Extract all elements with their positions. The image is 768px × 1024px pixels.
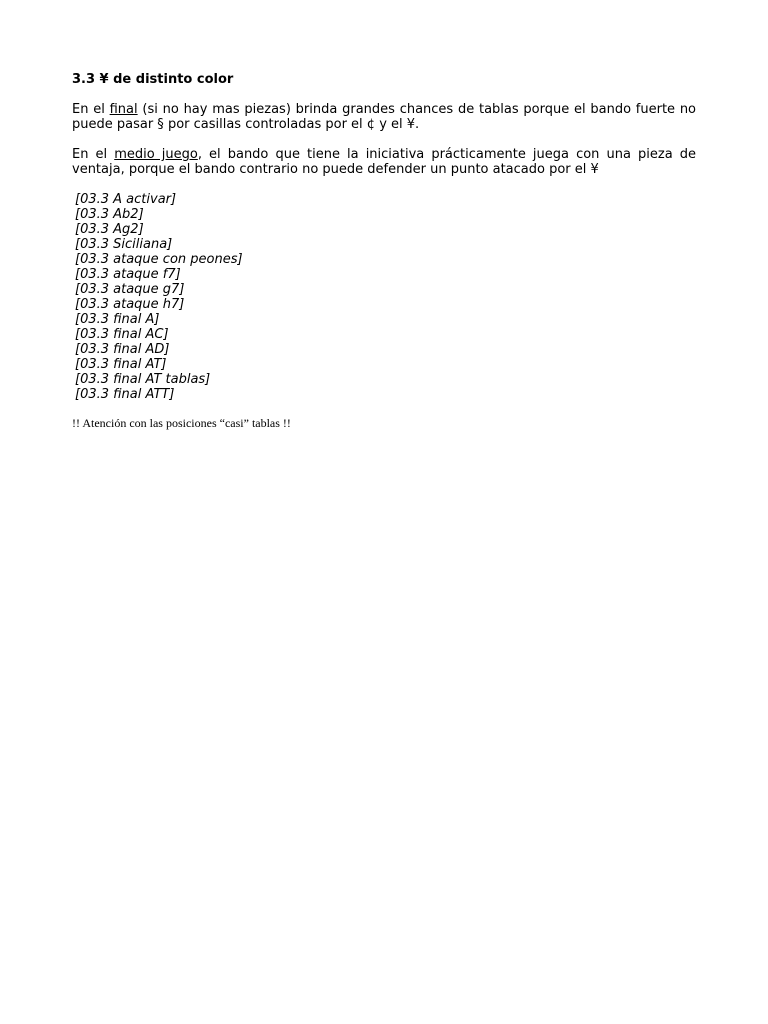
reference-link[interactable]: [03.3 Ag2] bbox=[75, 222, 144, 237]
document-page bbox=[72, 72, 696, 430]
paragraph-final-pre: En el bbox=[72, 102, 110, 117]
final-link[interactable]: final bbox=[109, 102, 138, 117]
paragraph-medio-juego-pre: En el bbox=[72, 147, 115, 162]
paragraph-final-post: (si no hay mas piezas) brinda grandes chances de tablas porque el bando fuerte no puede pasar § por casillas controladas por el ¢ y el ¥. bbox=[72, 102, 697, 132]
reference-link[interactable]: [03.3 ataque f7] bbox=[75, 267, 181, 282]
medio-juego-link[interactable]: medio juego bbox=[114, 147, 198, 162]
paragraph-medio-juego bbox=[72, 147, 696, 177]
reference-link[interactable]: [03.3 ataque con peones] bbox=[75, 252, 243, 267]
reference-link[interactable]: [03.3 final A] bbox=[75, 312, 160, 327]
reference-list bbox=[72, 192, 696, 402]
section-heading: 3.3 ¥ de distinto color bbox=[72, 72, 234, 87]
reference-link[interactable]: [03.3 final AC] bbox=[75, 327, 169, 342]
reference-link[interactable]: [03.3 Siciliana] bbox=[75, 237, 173, 252]
reference-link[interactable]: [03.3 final AD] bbox=[75, 342, 170, 357]
reference-link[interactable]: [03.3 final AT] bbox=[75, 357, 167, 372]
reference-link[interactable]: [03.3 ataque g7] bbox=[75, 282, 185, 297]
attention-note: !! Atención con las posiciones “casi” tablas !! bbox=[72, 416, 291, 430]
reference-link[interactable]: [03.3 A activar] bbox=[75, 192, 177, 207]
paragraph-final bbox=[72, 102, 696, 132]
paragraph-medio-juego-post: , el bando que tiene la iniciativa prácticamente juega con una pieza de ventaja, porque el bando contrario no puede defender un punto atacado por el ¥ bbox=[72, 147, 696, 177]
reference-link[interactable]: [03.3 Ab2] bbox=[75, 207, 144, 222]
reference-link[interactable]: [03.3 ataque h7] bbox=[75, 297, 185, 312]
reference-link[interactable]: [03.3 final ATT] bbox=[75, 387, 175, 402]
reference-link[interactable]: [03.3 final AT tablas] bbox=[75, 372, 211, 387]
